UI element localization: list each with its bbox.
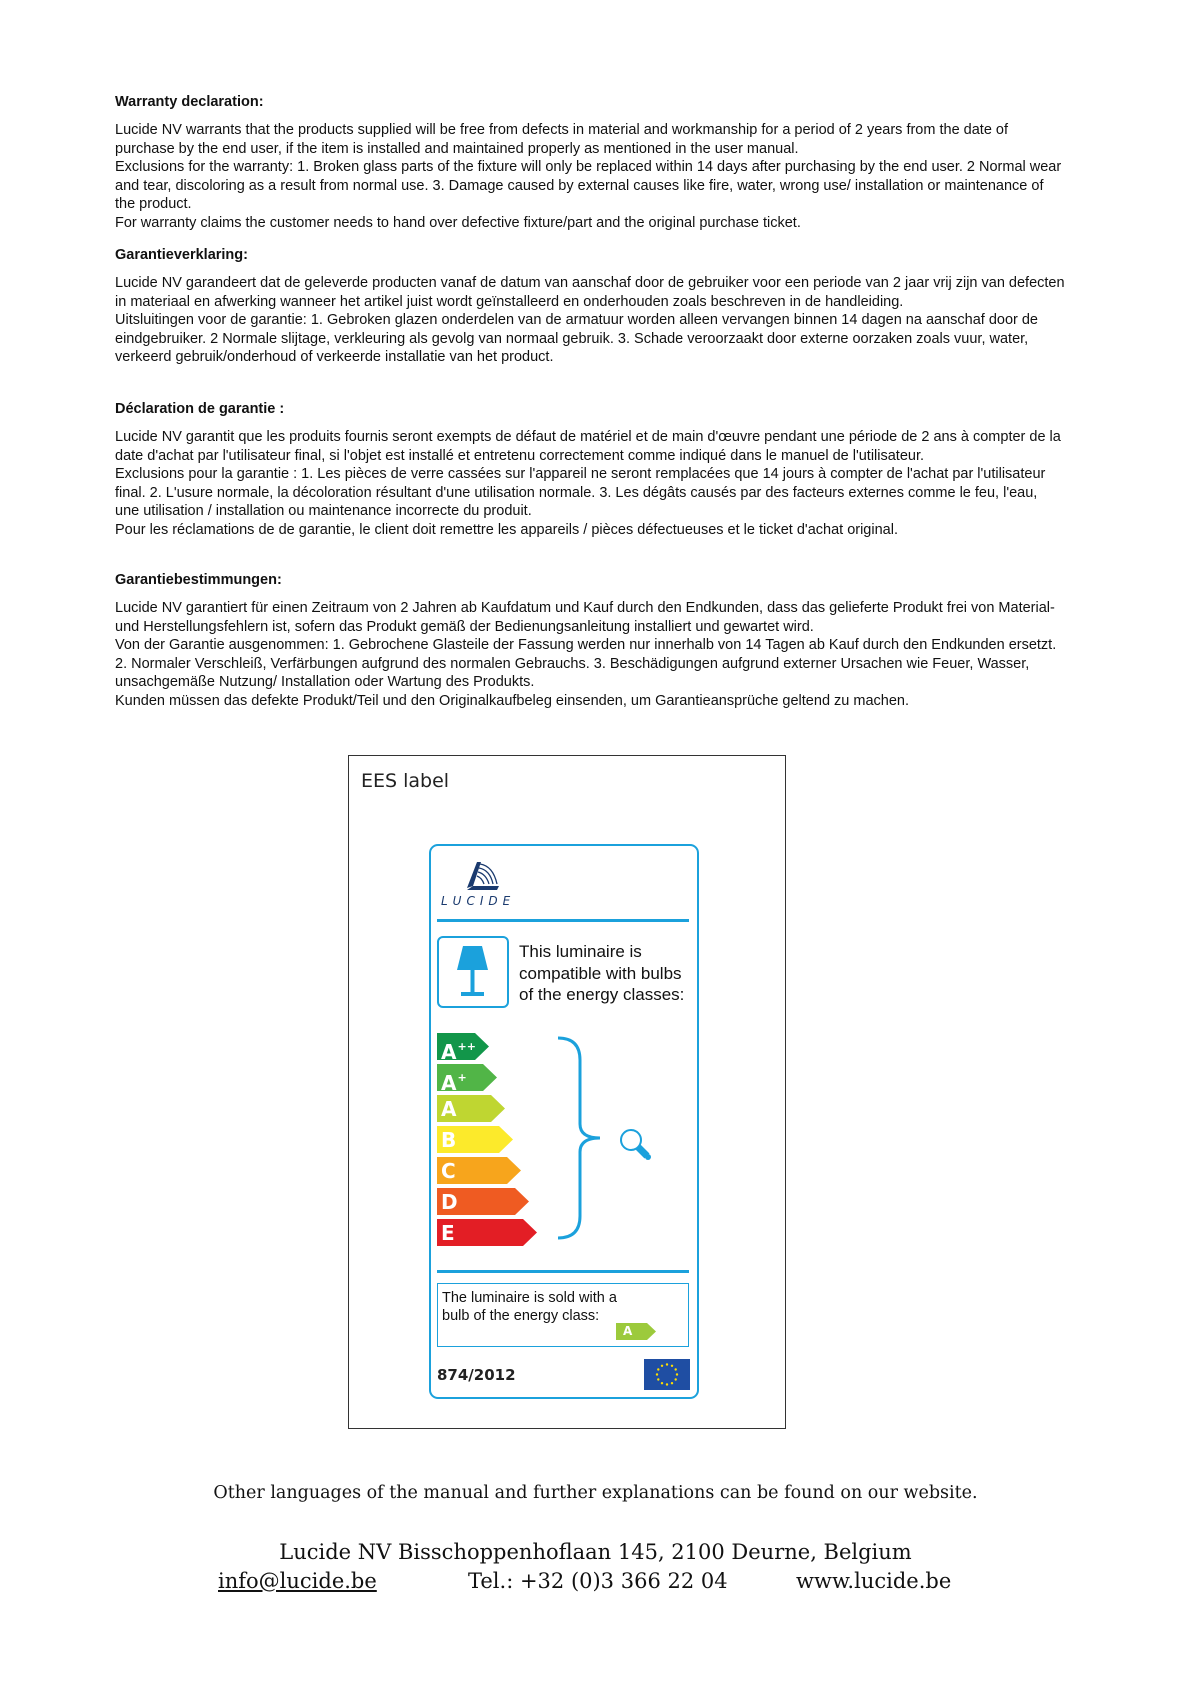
paragraph: Lucide NV garantit que les produits fournis seront exempts de défaut de matériel et de main d'œuvre pendant une période de 2 ans à compter de la date d'achat par l'utilisateur final, si l'objet est installé et entretenu correctement comme indiqué dans le manuel de l'utilisateur. [115, 429, 1061, 464]
sold-energy-class: A [623, 1324, 633, 1338]
paragraph: For warranty claims the customer needs to hand over defective fixture/part and the original purchase ticket. [115, 214, 801, 231]
sold-energy-class-arrow [616, 1323, 656, 1340]
warranty-section-fr [115, 400, 1065, 540]
class-superscript: + [457, 1071, 467, 1084]
regulation-number: 874/2012 [437, 1366, 516, 1384]
warranty-section-en [115, 93, 1065, 233]
energy-class-c [437, 1157, 521, 1184]
paragraph: Lucide NV garandeert dat de geleverde producten vanaf de datum van aanschaf door de gebruiker voor een periode van 2 jaar vrij zijn van defecten in materiaal en afwerking wanneer het artikel juist wordt geïnstalleerd en onderhouden zoals beschreven in de handleiding. [115, 275, 1065, 310]
paragraph: Kunden müssen das defekte Produkt/Teil und den Originalkaufbeleg einsenden, um Garantieansprüche geltend zu machen. [115, 692, 909, 709]
energy-class-scale [437, 1033, 547, 1263]
email-link[interactable]: info@lucide.be [218, 1569, 377, 1593]
paragraph: Uitsluitingen voor de garantie: 1. Gebroken glazen onderdelen van de armatuur worden alleen vervangen binnen 14 dagen na aanschaf door de eindgebruiker. 2 Normale slijtage, verkleuring als gevolg van normaal gebruik. 3. Schade veroorzaakt door externe oorzaken zoals vuur, water, verkeerd gebruik/onderhoud of verkeerde installatie van het product. [115, 312, 1039, 366]
more-info-text: Other languages of the manual and further explanations can be found on our website. [213, 1483, 978, 1503]
company-address: Lucide NV Bisschoppenhoflaan 145, 2100 Deurne, Belgium [279, 1540, 912, 1564]
compatibility-text: This luminaire is compatible with bulbs of the energy classes: [519, 942, 685, 1004]
energy-class-d [437, 1188, 529, 1215]
light-bulb-icon [617, 1126, 657, 1166]
paragraph: Lucide NV warrants that the products supplied will be free from defects in material and workmanship for a period of 2 years from the date of purchase by the end user, if the item is installed and maintained properly as mentioned in the user manual. [115, 122, 1009, 157]
paragraph: Pour les réclamations de de garantie, le client doit remettre les appareils / pièces défectueuses et le ticket d'achat original. [115, 521, 898, 538]
sold-with-text: The luminaire is sold with a bulb of the energy class: [442, 1290, 617, 1324]
ees-label-frame [348, 755, 786, 1429]
table-lamp-icon [439, 938, 506, 1005]
section-heading: Warranty declaration: [115, 94, 264, 110]
lucide-logo-icon [463, 858, 503, 894]
class-letter: D [441, 1190, 458, 1214]
telephone-number: Tel.: +32 (0)3 366 22 04 [468, 1569, 728, 1593]
paragraph: Von der Garantie ausgenommen: 1. Gebrochene Glasteile der Fassung werden nur innerhalb von 14 Tagen ab Kauf durch den Endkunden ersetzt. 2. Normaler Verschleiß, Verfärbungen aufgrund des normalen Gebrauchs. 3. Beschädigungen aufgrund externer Ursachen wie Feuer, Wasser, unsachgemäße Nutzung/ Installation oder Wartung des Produkts. [115, 637, 1057, 691]
energy-class-a [437, 1095, 505, 1122]
class-letter: A [441, 1040, 457, 1064]
section-heading: Garantiebestimmungen: [115, 572, 282, 588]
class-letter: A [441, 1097, 457, 1121]
paragraph: Exclusions for the warranty: 1. Broken glass parts of the fixture will only be replaced within 14 days after purchasing by the end user. 2 Normal wear and tear, discoloring as a result from normal use. 3. Damage caused by external causes like fire, water, wrong use/ installation or maintenance of the product. [115, 159, 1062, 213]
paragraph: Lucide NV garantiert für einen Zeitraum von 2 Jahren ab Kaufdatum und Kauf durch den Endkunden, dass das gelieferte Produkt frei von Material- und Herstellungsfehlern ist, sofern das Produkt gemäß der Bedienungsanleitung installiert und gewartet wird. [115, 600, 1055, 635]
website-link[interactable]: www.lucide.be [796, 1569, 952, 1593]
warranty-section-de [115, 571, 1065, 711]
eu-flag-icon [644, 1359, 690, 1390]
warranty-section-nl [115, 246, 1065, 367]
class-letter: A [441, 1071, 457, 1095]
divider [437, 919, 689, 922]
section-heading: Déclaration de garantie : [115, 401, 285, 417]
energy-class-a-plus-plus [437, 1033, 489, 1064]
curly-brace-icon [556, 1036, 606, 1240]
energy-class-e [437, 1219, 537, 1246]
energy-class-a-plus [437, 1064, 497, 1095]
paragraph: Exclusions pour la garantie : 1. Les pièces de verre cassées sur l'appareil ne seront remplacées que 14 jours à compter de l'achat par l'utilisateur final. 2. L'usure normale, la décoloration résultant d'une utilisation normale. 3. Les dégâts causés par des facteurs externes comme le feu, l'eau, une utilisation / installation ou maintenance incorrecte du produit. [115, 466, 1046, 520]
energy-class-b [437, 1126, 513, 1153]
brand-name: LUCIDE [441, 894, 516, 908]
luminaire-icon-box [437, 936, 509, 1008]
class-letter: E [441, 1221, 455, 1245]
class-letter: C [441, 1159, 456, 1183]
section-heading: Garantieverklaring: [115, 247, 248, 263]
divider [437, 1270, 689, 1273]
sold-with-bulb-box [437, 1283, 689, 1347]
class-letter: B [441, 1128, 457, 1152]
class-superscript: ++ [457, 1040, 476, 1053]
ees-label-title: EES label [361, 770, 450, 792]
energy-label-card [429, 844, 699, 1399]
